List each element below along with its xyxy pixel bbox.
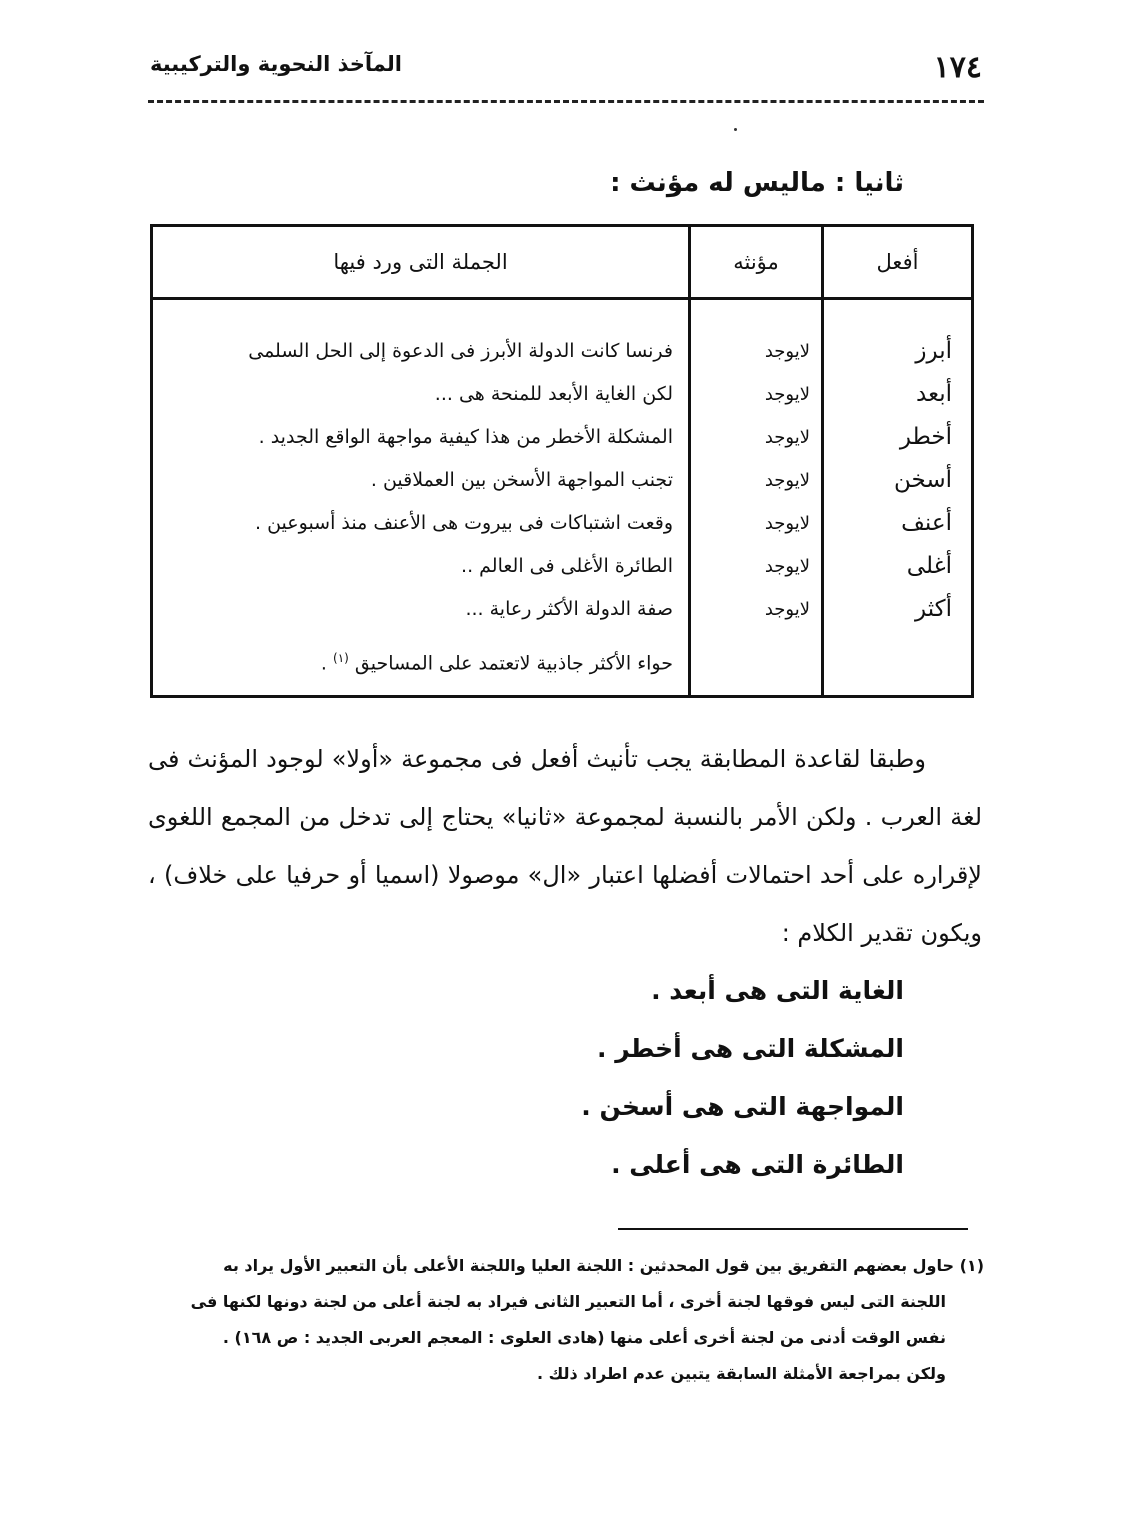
sentences-column — [152, 299, 690, 697]
sentence-cell: تجنب المواجهة الأسخن بين العملاقين . — [370, 469, 673, 491]
body-text — [148, 730, 982, 962]
body-paragraph: وطبقا لقاعدة المطابقة يجب تأنيث أفعل فى مجموعة «أولا» لوجود المؤنث فى لغة العرب . ولكن الأمر بالنسبة لمجموعة «ثانيا» يحتاج إلى تدخل من المجمع اللغوى لإقراره على أحد احتمالات أفضلها اعتبار «ال» موصولا (اسميا أو حرفيا على خلاف) ، ويكون تقدير الكلام : — [148, 745, 982, 947]
feminine-cell: لايوجد — [764, 341, 810, 362]
word-cell: أكثر — [915, 596, 952, 622]
feminine-cell: لايوجد — [764, 427, 810, 448]
word-cell: أبرز — [915, 338, 952, 364]
word-cell: أخطر — [899, 424, 952, 450]
examples-list — [581, 962, 904, 1194]
footnote-marker: (١) — [333, 651, 349, 665]
footnote-line: (١) حاول بعضهم التفريق بين قول المحدثين : اللجنة العليا واللجنة الأعلى بأن التعبير الأول يراد به — [223, 1256, 984, 1275]
word-cell: أعنف — [901, 510, 952, 536]
sentence-text: حواء الأكثر جاذبية لاتعتمد على المساحيق — [354, 652, 673, 675]
table-header-row — [152, 226, 973, 299]
section-title: ثانيا : ماليس له مؤنث : — [610, 168, 904, 198]
example-line: المشكلة التى هى أخطر . — [597, 1034, 904, 1063]
sentence-cell: صفة الدولة الأكثر رعاية ... — [465, 598, 673, 620]
feminine-cell: لايوجد — [764, 513, 810, 534]
sentence-cell: المشكلة الأخطر من هذا كيفية مواجهة الواقع الجديد . — [258, 426, 673, 448]
header-feminine: مؤنثه — [690, 226, 823, 299]
words-column — [823, 299, 973, 697]
feminine-cell: لايوجد — [764, 470, 810, 491]
word-cell: أسخن — [893, 467, 952, 493]
sentence-cell: وقعت اشتباكات فى بيروت هى الأعنف منذ أسبوعين . — [255, 512, 673, 534]
footnote-line: نفس الوقت أدنى من لجنة أخرى أعلى منها (هادى العلوى : المعجم العربى الجديد : ص ١٦٨) . — [222, 1328, 946, 1347]
feminine-cell: لايوجد — [764, 599, 810, 620]
running-title: المآخذ النحوية والتركيبية — [150, 52, 402, 76]
sentence-cell: لكن الغاية الأبعد للمنحة هى ... — [434, 383, 673, 405]
footnote — [138, 1248, 984, 1392]
example-line: الغاية التى هى أبعد . — [651, 976, 904, 1005]
table-body-row — [152, 299, 973, 697]
sentence-cell: فرنسا كانت الدولة الأبرز فى الدعوة إلى الحل السلمى — [248, 340, 673, 362]
header-rule — [148, 100, 984, 103]
page-header — [150, 40, 982, 100]
example-line: الطائرة التى هى أعلى . — [611, 1150, 904, 1179]
footnote-rule — [618, 1228, 968, 1230]
word-cell: أغلى — [906, 553, 952, 579]
sentence-end: . — [320, 652, 333, 675]
example-line: المواجهة التى هى أسخن . — [581, 1092, 904, 1121]
footnote-line: ولكن بمراجعة الأمثلة السابقة يتبين عدم اطراد ذلك . — [536, 1364, 946, 1383]
header-sentence: الجملة التى ورد فيها — [152, 226, 690, 299]
words-table — [150, 224, 974, 698]
feminine-cell: لايوجد — [764, 384, 810, 405]
sentence-cell-last — [154, 631, 687, 681]
footnote-line: اللجنة التى ليس فوقها لجنة أخرى ، أما التعبير الثانى فيراد به لجنة أعلى من لجنة دونها لكنها فى — [190, 1292, 946, 1311]
feminine-cell: لايوجد — [764, 556, 810, 577]
sentence-cell: الطائرة الأغلى فى العالم .. — [461, 555, 673, 577]
print-speck — [734, 128, 737, 131]
page-number: ١٧٤ — [933, 50, 982, 85]
word-cell: أبعد — [916, 381, 952, 407]
feminine-column — [690, 299, 823, 697]
header-word: أفعل — [823, 226, 973, 299]
